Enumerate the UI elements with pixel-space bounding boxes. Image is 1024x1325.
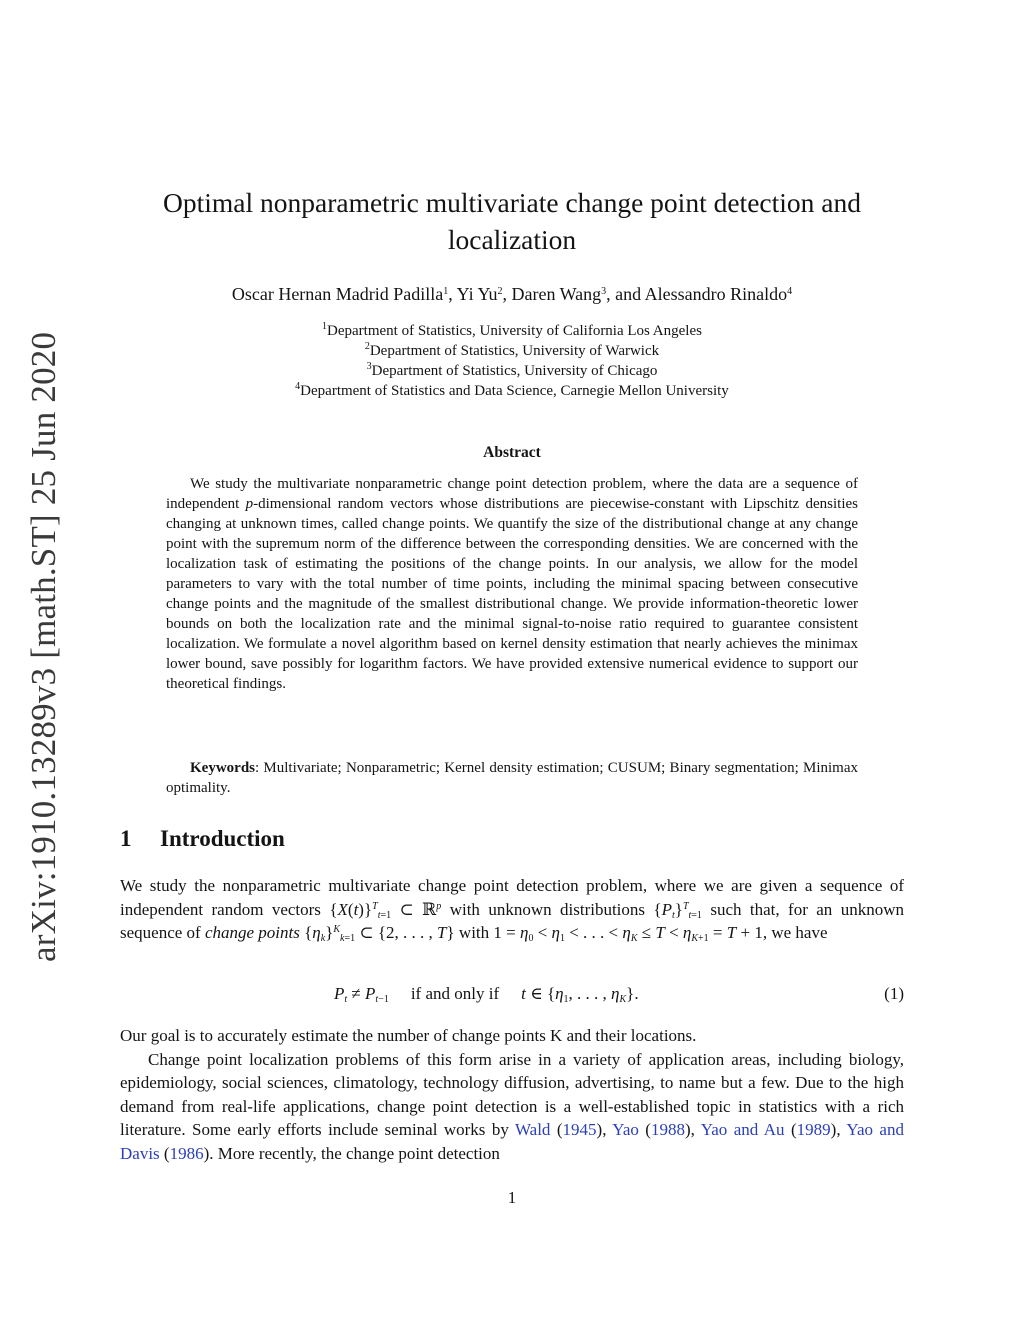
equation-1 <box>120 984 904 1008</box>
author-name: Oscar Hernan Madrid Padilla <box>231 284 444 304</box>
affiliation: $^1$Department of Statistics, University of California Los Angeles <box>322 321 702 339</box>
arxiv-identifier: arXiv:1910.13289v3 [math.ST] 25 Jun 2020 <box>24 331 63 962</box>
citation-link[interactable]: 1986 <box>169 1143 204 1163</box>
author-name: Yi Yu <box>456 284 498 304</box>
citation-link[interactable]: 1989 <box>796 1120 831 1139</box>
citation-link[interactable]: Yao and Davis <box>120 1120 904 1163</box>
intro-paragraph: We study the nonparametric multivariate change point detection problem, where we are given a sequence of independent random vectors $\{X(t)\}^T_{t=1}$ ⊂ ℝ$^p$ with unknown distributions $\{P_t\}^T_{t=1}$ such that, for an unknown sequence of change points $\{\eta_k\}^K_{k=1}$ ⊂ {2, . . . , T} with $1 = \eta_0 < \eta_1$ < . . . < $\eta_K \le T < \eta_{K+1} = T + 1$, we have <box>120 876 904 944</box>
citation-link[interactable]: 1945 <box>562 1120 597 1139</box>
citation-link[interactable]: Yao and Au <box>700 1120 785 1139</box>
citation-link[interactable]: Yao <box>612 1120 639 1139</box>
author-affil-mark: 1 <box>443 286 449 297</box>
author-name: Daren Wang <box>511 284 602 304</box>
keywords-label: Keywords <box>190 760 255 776</box>
paper-title: Optimal nonparametric multivariate change point detection and localization <box>163 187 861 255</box>
section-number: 1 <box>120 826 132 851</box>
section-title: Introduction <box>160 826 285 851</box>
affiliation: $^4$Department of Statistics and Data Science, Carnegie Mellon University <box>295 381 729 399</box>
section-heading <box>120 826 285 852</box>
affiliation: $^3$Department of Statistics, University of Chicago <box>366 361 658 379</box>
author-list: Oscar Hernan Madrid Padilla$^1$, Yi Yu$^2$, Daren Wang$^3$, and Alessandro Rinaldo$^4$ <box>231 284 793 304</box>
author-name: Alessandro Rinaldo <box>644 284 788 304</box>
keywords: Keywords: Multivariate; Nonparametric; Kernel density estimation; CUSUM; Binary segmentation; Minimax optimality. <box>166 760 858 796</box>
citation-link[interactable]: Wald <box>514 1120 551 1139</box>
author-affil-mark: 2 <box>497 286 503 297</box>
abstract-body: We study the multivariate nonparametric change point detection problem, where the data are a sequence of independent p-dimensional random vectors whose distributions are piecewise-constant with Lipschitz densities changing at unknown times, called change points. We quantify the size of the distributional change at any change point with the supremum norm of the difference between the corresponding densities. We are concerned with the localization task of estimating the positions of the change points. In our analysis, we allow for the model parameters to vary with the total number of time points, including the minimal spacing between consecutive change points and the magnitude of the smallest distributional change. We provide information-theoretic lower bounds on both the localization rate and the minimal signal-to-noise ratio required to guarantee consistent localization. We formulate a novel algorithm based on kernel density estimation that nearly achieves the minimax lower bound, save possibly for logarithm factors. We have provided extensive numerical evidence to support our theoretical findings. <box>166 476 858 692</box>
page-number: 1 <box>507 1188 517 1207</box>
affiliation: $^2$Department of Statistics, University of Warwick <box>364 341 660 359</box>
abstract-heading: Abstract <box>483 444 541 461</box>
citation-link[interactable]: 1988 <box>650 1120 685 1139</box>
author-affil-mark: 4 <box>787 286 793 297</box>
intro-paragraph: Our goal is to accurately estimate the number of change points K and their locations. Change point localization problems of this form arise in a variety of application areas, including biology, epidemiology, social sciences, climatology, technology diffusion, advertising, to name but a few. Due to the high demand from real-life applications, change point detection is a well-established topic in statistics with a rich literature. Some early efforts include seminal works by Wald (1945), Yao (1988), Yao and Au (1989), Yao and Davis (1986). More recently, the change point detection <box>120 1026 904 1163</box>
equation-number: (1) <box>884 984 904 1003</box>
author-affil-mark: 3 <box>601 286 607 297</box>
equation-content: $P_t \ne P_{t-1}$ if and only if t ∈ {$\eta_1$, . . . , $\eta_K$}. <box>334 984 639 1005</box>
affiliation-list <box>100 321 924 401</box>
